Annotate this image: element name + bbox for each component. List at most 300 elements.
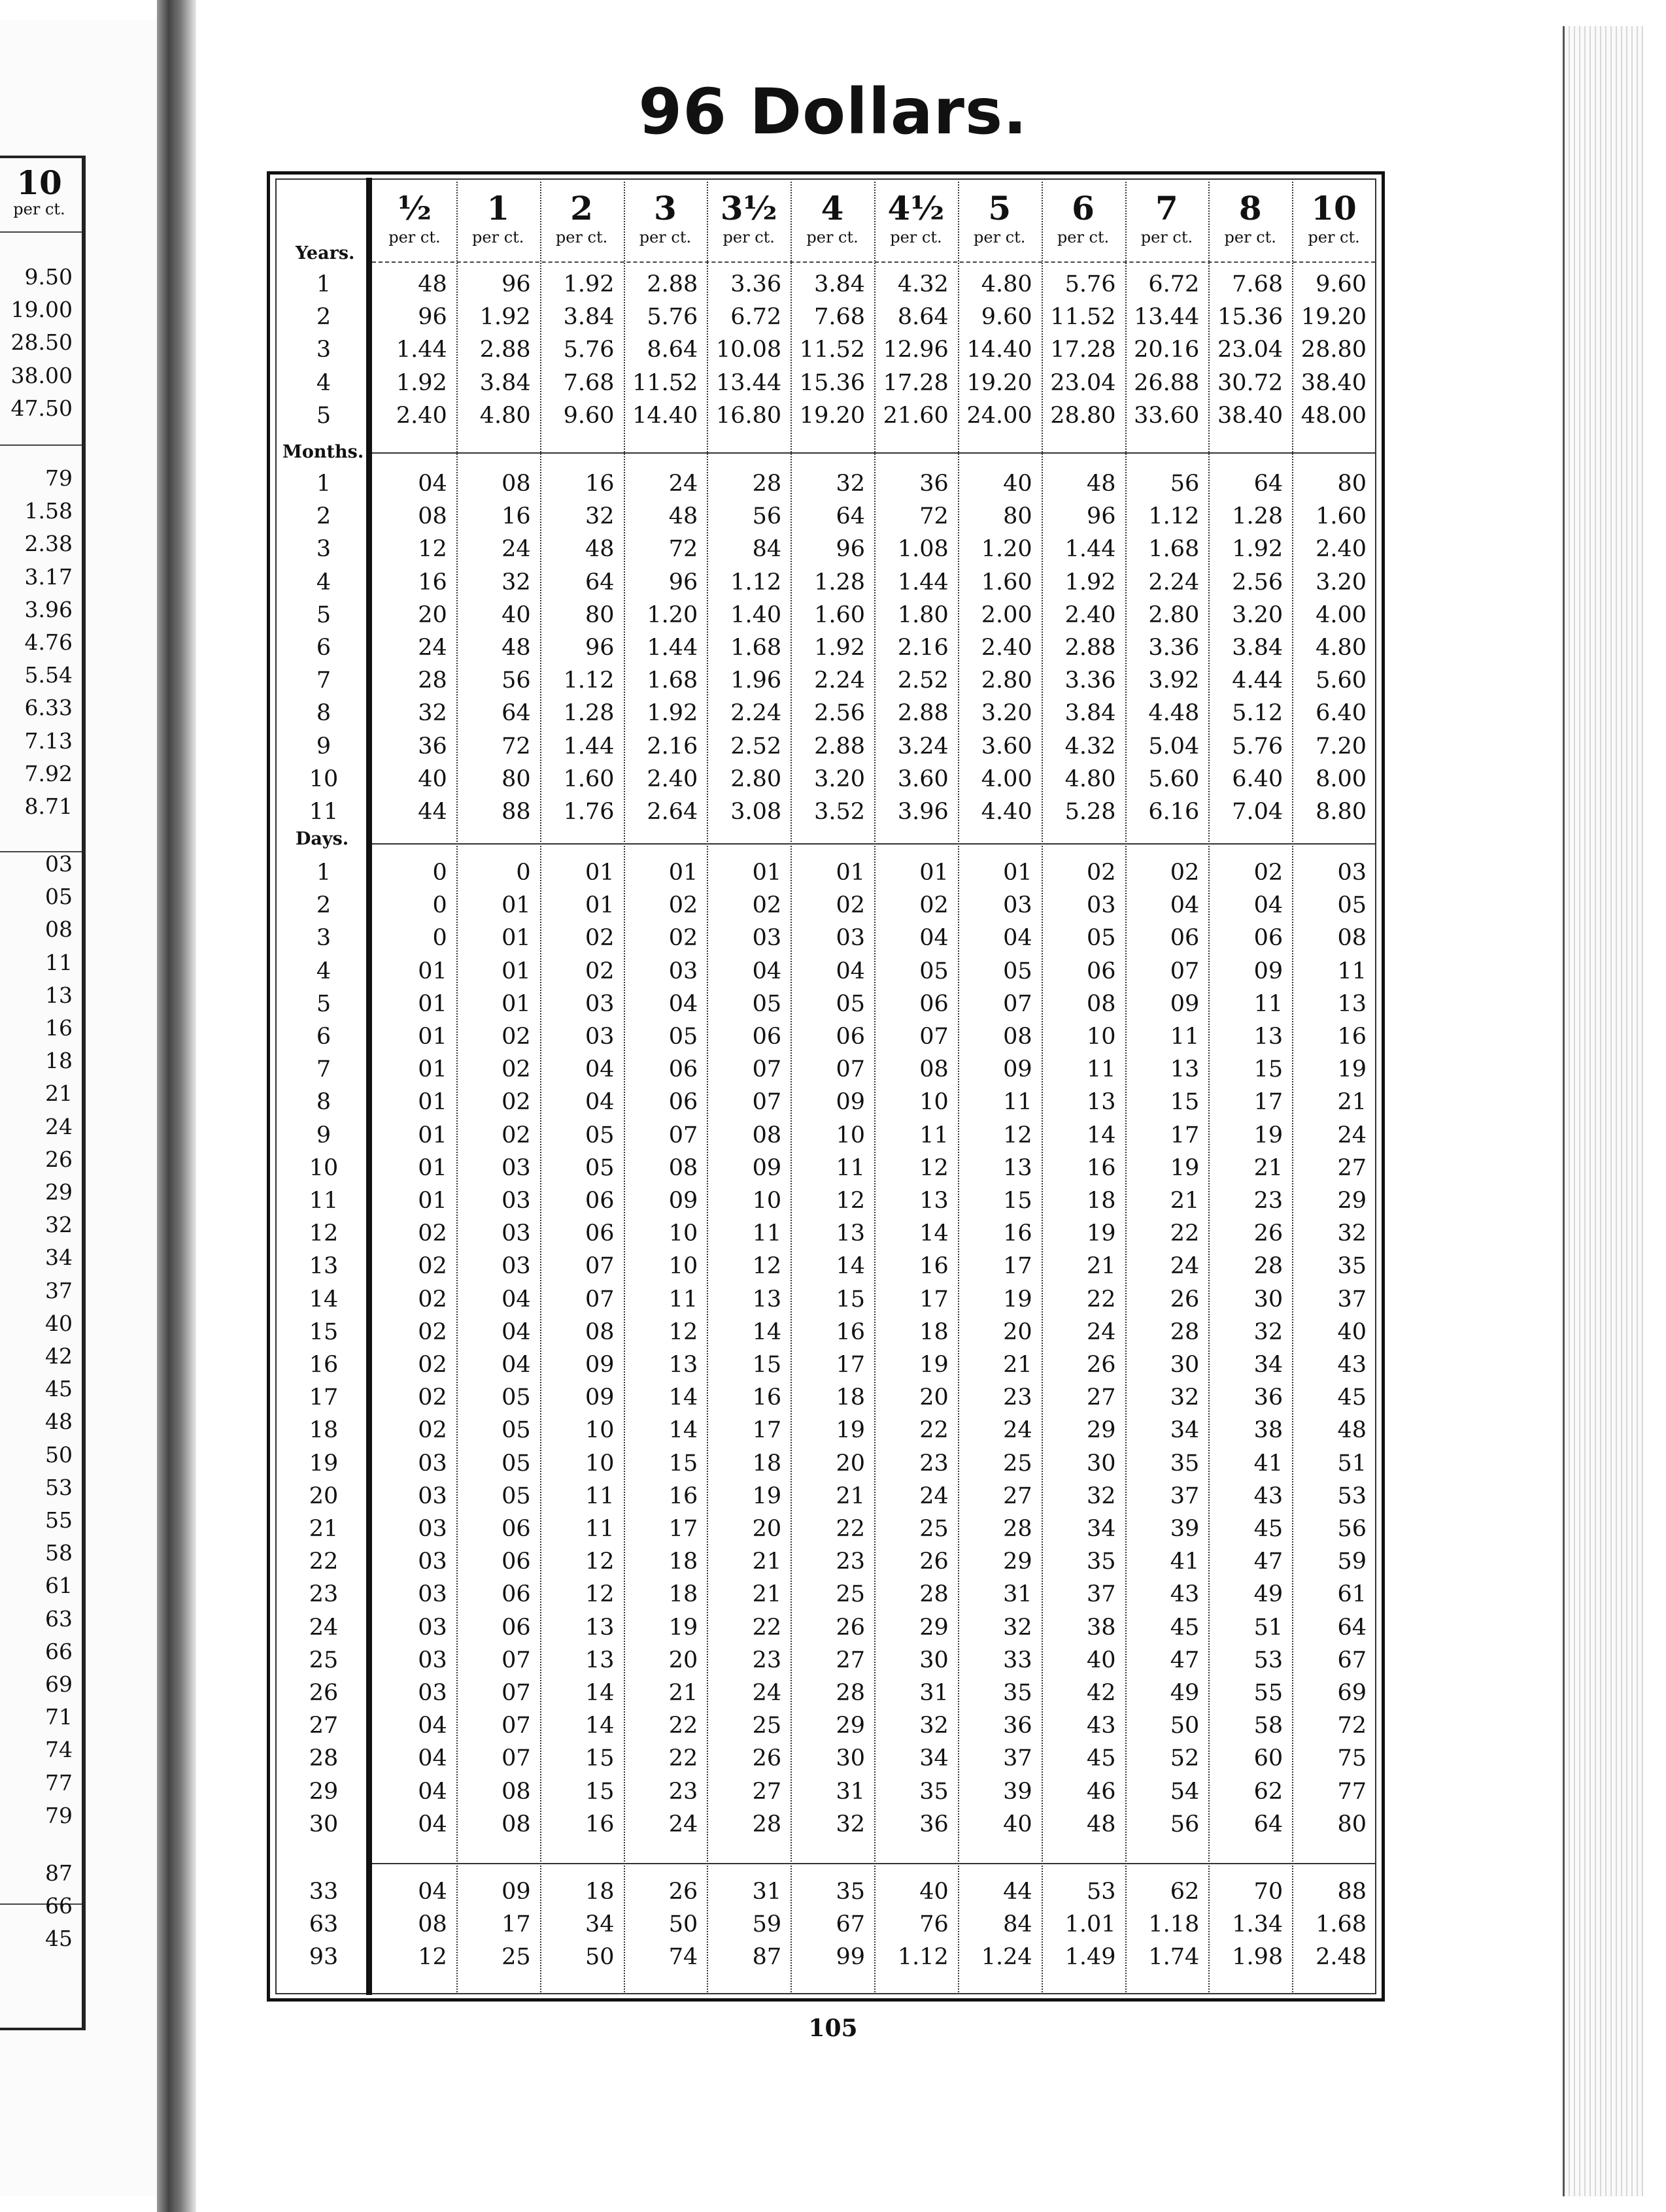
- table-cell: 04: [585, 1056, 615, 1083]
- table-cell: 2.88: [647, 271, 698, 297]
- table-cell: 28: [1003, 1516, 1032, 1542]
- table-cell: 03: [1003, 892, 1032, 919]
- table-cell: 11: [836, 1154, 865, 1181]
- table-cell: 22: [668, 1713, 698, 1739]
- rate-header: 5: [988, 189, 1012, 227]
- table-cell: 16: [418, 569, 447, 595]
- table-cell: 1.12: [1148, 503, 1200, 530]
- table-cell: 21: [1170, 1188, 1200, 1214]
- table-cell: 01: [585, 860, 615, 886]
- table-cell: 05: [752, 990, 782, 1017]
- table-cell: 07: [668, 1122, 698, 1148]
- facing-page-cell: 42: [45, 1343, 73, 1369]
- table-cell: 4.32: [897, 271, 949, 297]
- table-cell: 2.40: [396, 402, 447, 429]
- table-cell: 28.80: [1050, 402, 1116, 429]
- row-label: 15: [309, 1318, 339, 1345]
- table-cell: 07: [585, 1253, 615, 1280]
- table-cell: 27: [1003, 1483, 1032, 1509]
- table-cell: 10: [585, 1450, 615, 1477]
- table-cell: 19: [1170, 1154, 1200, 1181]
- table-cell: 23: [836, 1549, 865, 1575]
- table-cell: 3.24: [897, 733, 949, 760]
- table-cell: 05: [585, 1154, 615, 1181]
- table-cell: 56: [1337, 1516, 1367, 1542]
- table-cell: 14: [585, 1680, 615, 1706]
- table-cell: 27: [1337, 1154, 1367, 1181]
- table-cell: 37: [1170, 1483, 1200, 1509]
- table-cell: 11: [585, 1516, 615, 1542]
- table-cell: 1.24: [981, 1944, 1032, 1971]
- table-cell: 56: [1170, 471, 1200, 497]
- table-cell: 4.40: [981, 799, 1032, 825]
- table-cell: 03: [1086, 892, 1116, 919]
- table-cell: 21: [1003, 1352, 1032, 1378]
- table-cell: 2.88: [897, 700, 949, 727]
- table-cell: 67: [1337, 1647, 1367, 1673]
- row-label: 14: [309, 1286, 339, 1313]
- table-cell: 07: [1003, 990, 1032, 1017]
- table-cell: 41: [1170, 1549, 1200, 1575]
- table-cell: 11: [585, 1483, 615, 1509]
- table-cell: 24: [1086, 1318, 1116, 1345]
- facing-page-cell: 6.33: [24, 695, 73, 721]
- table-cell: 6.72: [1148, 271, 1200, 297]
- row-label: 11: [309, 799, 339, 825]
- table-cell: 19.20: [1300, 304, 1367, 331]
- table-cell: 09: [1003, 1056, 1032, 1083]
- facing-page-cell: 7.13: [24, 728, 73, 754]
- row-label: 93: [309, 1944, 339, 1971]
- row-label: 1: [316, 471, 332, 497]
- table-cell: 3.60: [897, 765, 949, 792]
- table-cell: 02: [418, 1253, 447, 1280]
- table-cell: 04: [418, 1811, 447, 1837]
- table-cell: 49: [1253, 1581, 1284, 1608]
- table-cell: 02: [1253, 860, 1284, 886]
- table-cell: 1.12: [897, 1944, 949, 1971]
- table-cell: 19.20: [799, 402, 865, 429]
- table-cell: 1.80: [897, 601, 949, 628]
- table-cell: 45: [1170, 1614, 1200, 1641]
- rate-header: 8: [1238, 189, 1262, 227]
- table-cell: 05: [668, 1024, 698, 1050]
- table-cell: 32: [585, 503, 615, 530]
- table-cell: 35: [1337, 1253, 1367, 1280]
- rate-unit-label: per ct.: [890, 228, 942, 246]
- table-cell: 16: [668, 1483, 698, 1509]
- table-cell: 20: [668, 1647, 698, 1673]
- table-cell: 04: [418, 1778, 447, 1805]
- table-cell: 77: [1337, 1778, 1367, 1805]
- page-title: 96 Dollars.: [638, 75, 1028, 148]
- table-cell: 1.28: [563, 700, 615, 727]
- table-cell: 40: [1086, 1647, 1116, 1673]
- table-cell: 03: [1337, 860, 1367, 886]
- table-cell: 13: [919, 1188, 949, 1214]
- table-cell: 0: [432, 925, 447, 952]
- table-cell: 13: [668, 1352, 698, 1378]
- table-cell: 2.64: [647, 799, 698, 825]
- table-cell: 20: [919, 1384, 949, 1411]
- table-cell: 4.80: [981, 271, 1032, 297]
- facing-page-cell: 58: [45, 1540, 73, 1566]
- table-cell: 3.20: [981, 700, 1032, 727]
- table-cell: 07: [502, 1647, 531, 1673]
- table-cell: 20: [1003, 1318, 1032, 1345]
- table-cell: 30: [1170, 1352, 1200, 1378]
- table-cell: 96: [668, 569, 698, 595]
- table-cell: 08: [919, 1056, 949, 1083]
- table-cell: 3.92: [1148, 667, 1200, 694]
- table-cell: 1.96: [730, 667, 782, 694]
- rate-header: 3: [654, 189, 677, 227]
- table-cell: 2.40: [981, 635, 1032, 661]
- table-cell: 28: [1253, 1253, 1284, 1280]
- facing-page-cell: 4.76: [24, 629, 73, 655]
- table-cell: 15: [585, 1778, 615, 1805]
- table-cell: 5.76: [1064, 271, 1116, 297]
- table-cell: 5.76: [1232, 733, 1284, 760]
- table-cell: 32: [1170, 1384, 1200, 1411]
- table-cell: 06: [585, 1220, 615, 1247]
- table-cell: 02: [919, 892, 949, 919]
- table-cell: 6.40: [1232, 765, 1284, 792]
- table-cell: 01: [418, 990, 447, 1017]
- table-cell: 7.68: [1232, 271, 1284, 297]
- table-cell: 36: [1253, 1384, 1284, 1411]
- table-cell: 23: [752, 1647, 782, 1673]
- row-label: 2: [316, 503, 332, 530]
- table-cell: 22: [752, 1614, 782, 1641]
- table-cell: 4.00: [981, 765, 1032, 792]
- table-cell: 13: [1003, 1154, 1032, 1181]
- table-cell: 04: [502, 1352, 531, 1378]
- table-cell: 49: [1170, 1680, 1200, 1706]
- table-cell: 05: [502, 1450, 531, 1477]
- section-heading: Months.: [282, 442, 364, 462]
- table-cell: 02: [585, 958, 615, 984]
- table-cell: 5.76: [563, 337, 615, 363]
- table-cell: 6.40: [1316, 700, 1367, 727]
- table-cell: 02: [502, 1089, 531, 1116]
- table-cell: 64: [1253, 1811, 1284, 1837]
- table-cell: 01: [1003, 860, 1032, 886]
- table-cell: 41: [1253, 1450, 1284, 1477]
- section-separator: [372, 1863, 1375, 1864]
- table-cell: 10: [919, 1089, 949, 1116]
- facing-page-cell: 45: [45, 1926, 73, 1952]
- table-cell: 4.48: [1148, 700, 1200, 727]
- table-cell: 02: [585, 925, 615, 952]
- table-cell: 28: [752, 1811, 782, 1837]
- table-cell: 60: [1253, 1745, 1284, 1772]
- row-label: 8: [316, 1089, 332, 1116]
- table-cell: 12.96: [883, 337, 949, 363]
- table-cell: 12: [585, 1549, 615, 1575]
- table-cell: 16: [836, 1318, 865, 1345]
- table-cell: 01: [919, 860, 949, 886]
- table-cell: 2.16: [897, 635, 949, 661]
- row-label: 3: [316, 337, 332, 363]
- table-cell: 06: [1086, 958, 1116, 984]
- table-cell: 06: [585, 1188, 615, 1214]
- table-cell: 03: [418, 1483, 447, 1509]
- row-label: 27: [309, 1713, 339, 1739]
- table-cell: 20: [836, 1450, 865, 1477]
- table-cell: 02: [418, 1384, 447, 1411]
- table-cell: 22: [919, 1417, 949, 1444]
- table-cell: 05: [1337, 892, 1367, 919]
- row-label: 30: [309, 1811, 339, 1837]
- table-cell: 11: [1170, 1024, 1200, 1050]
- table-cell: 56: [502, 667, 531, 694]
- table-cell: 46: [1086, 1778, 1116, 1805]
- table-cell: 38: [1086, 1614, 1116, 1641]
- table-cell: 04: [668, 990, 698, 1017]
- table-cell: 3.36: [730, 271, 782, 297]
- table-cell: 1.44: [1064, 536, 1116, 563]
- table-cell: 1.92: [1064, 569, 1116, 595]
- table-cell: 2.40: [647, 765, 698, 792]
- table-cell: 56: [752, 503, 782, 530]
- table-cell: 2.80: [1148, 601, 1200, 628]
- table-cell: 09: [1170, 990, 1200, 1017]
- table-cell: 37: [1337, 1286, 1367, 1313]
- table-cell: 37: [1003, 1745, 1032, 1772]
- row-label: 17: [309, 1384, 339, 1411]
- table-cell: 02: [502, 1122, 531, 1148]
- table-cell: 88: [502, 799, 531, 825]
- table-cell: 52: [1170, 1745, 1200, 1772]
- table-cell: 03: [418, 1549, 447, 1575]
- table-cell: 11: [1003, 1089, 1032, 1116]
- facing-page-cell: 05: [45, 884, 73, 910]
- table-cell: 10: [1086, 1024, 1116, 1050]
- table-cell: 12: [418, 1944, 447, 1971]
- table-cell: 28: [418, 667, 447, 694]
- table-cell: 36: [1003, 1713, 1032, 1739]
- table-cell: 08: [668, 1154, 698, 1181]
- table-cell: 21: [836, 1483, 865, 1509]
- table-cell: 28: [919, 1581, 949, 1608]
- table-cell: 03: [418, 1450, 447, 1477]
- table-cell: 29: [1086, 1417, 1116, 1444]
- table-cell: 32: [1337, 1220, 1367, 1247]
- facing-page-cell: 13: [45, 982, 73, 1008]
- table-cell: 2.00: [981, 601, 1032, 628]
- table-cell: 05: [1003, 958, 1032, 984]
- table-cell: 3.84: [1232, 635, 1284, 661]
- table-cell: 32: [836, 1811, 865, 1837]
- table-cell: 02: [418, 1286, 447, 1313]
- table-cell: 12: [1003, 1122, 1032, 1148]
- table-cell: 24: [919, 1483, 949, 1509]
- facing-page-cell: 19.00: [10, 297, 73, 323]
- table-cell: 1.68: [1148, 536, 1200, 563]
- facing-page-cell: 28.50: [10, 329, 73, 356]
- table-cell: 06: [502, 1614, 531, 1641]
- table-cell: 32: [502, 569, 531, 595]
- table-cell: 06: [668, 1089, 698, 1116]
- facing-page-cell: 79: [45, 465, 73, 491]
- table-cell: 35: [836, 1879, 865, 1905]
- table-cell: 0: [432, 892, 447, 919]
- table-cell: 11: [1086, 1056, 1116, 1083]
- table-cell: 40: [919, 1879, 949, 1905]
- table-cell: 11: [1253, 990, 1284, 1017]
- table-cell: 61: [1337, 1581, 1367, 1608]
- table-cell: 1.08: [897, 536, 949, 563]
- table-cell: 01: [418, 1056, 447, 1083]
- rate-unit-label: per ct.: [639, 228, 692, 246]
- table-cell: 23: [1003, 1384, 1032, 1411]
- table-cell: 50: [585, 1944, 615, 1971]
- row-label: 33: [309, 1879, 339, 1905]
- table-cell: 06: [919, 990, 949, 1017]
- table-cell: 96: [1086, 503, 1116, 530]
- table-cell: 96: [418, 304, 447, 331]
- table-cell: 04: [919, 925, 949, 952]
- table-cell: 38.40: [1300, 369, 1367, 396]
- table-cell: 06: [1253, 925, 1284, 952]
- table-cell: 4.32: [1064, 733, 1116, 760]
- table-cell: 32: [1086, 1483, 1116, 1509]
- table-cell: 62: [1253, 1778, 1284, 1805]
- table-cell: 01: [585, 892, 615, 919]
- rate-header: 4: [821, 189, 844, 227]
- table-cell: 26.88: [1134, 369, 1200, 396]
- table-cell: 5.04: [1148, 733, 1200, 760]
- row-label: 6: [316, 1024, 332, 1050]
- table-cell: 1.60: [1316, 503, 1367, 530]
- facing-page-cell: 24: [45, 1113, 73, 1139]
- table-cell: 24: [1003, 1417, 1032, 1444]
- facing-page-cell: 63: [45, 1605, 73, 1632]
- table-cell: 06: [502, 1581, 531, 1608]
- table-cell: 87: [752, 1944, 782, 1971]
- table-cell: 08: [1003, 1024, 1032, 1050]
- table-cell: 04: [418, 1713, 447, 1739]
- table-cell: 03: [668, 958, 698, 984]
- table-cell: 4.80: [479, 402, 531, 429]
- table-cell: 54: [1170, 1778, 1200, 1805]
- table-cell: 06: [1170, 925, 1200, 952]
- table-cell: 15.36: [799, 369, 865, 396]
- table-cell: 3.96: [897, 799, 949, 825]
- table-cell: 08: [1337, 925, 1367, 952]
- table-cell: 2.88: [814, 733, 865, 760]
- table-cell: 40: [418, 765, 447, 792]
- row-label: 25: [309, 1647, 339, 1673]
- table-cell: 19: [1337, 1056, 1367, 1083]
- facing-page-cell: 16: [45, 1015, 73, 1041]
- section-separator: [372, 843, 1375, 845]
- facing-page-cell: 26: [45, 1146, 73, 1172]
- table-cell: 51: [1337, 1450, 1367, 1477]
- rate-unit-label: per ct.: [974, 228, 1026, 246]
- table-cell: 02: [418, 1352, 447, 1378]
- table-cell: 05: [919, 958, 949, 984]
- facing-page-cell: 3.96: [24, 596, 73, 622]
- table-cell: 03: [836, 925, 865, 952]
- table-cell: 3.08: [730, 799, 782, 825]
- table-cell: 25: [502, 1944, 531, 1971]
- table-cell: 03: [418, 1614, 447, 1641]
- table-cell: 80: [1337, 471, 1367, 497]
- table-cell: 02: [418, 1318, 447, 1345]
- facing-page-cell: 40: [45, 1310, 73, 1336]
- table-cell: 2.56: [1232, 569, 1284, 595]
- table-cell: 12: [418, 536, 447, 563]
- table-cell: 02: [502, 1056, 531, 1083]
- table-cell: 80: [1337, 1811, 1367, 1837]
- table-cell: 24: [418, 635, 447, 661]
- table-cell: 11.52: [1050, 304, 1116, 331]
- table-cell: 21: [668, 1680, 698, 1706]
- table-cell: 02: [1170, 860, 1200, 886]
- table-cell: 5.60: [1148, 765, 1200, 792]
- table-cell: 32: [418, 700, 447, 727]
- table-cell: 58: [1253, 1713, 1284, 1739]
- table-cell: 48: [668, 503, 698, 530]
- table-cell: 10: [668, 1220, 698, 1247]
- table-cell: 53: [1086, 1879, 1116, 1905]
- table-cell: 70: [1253, 1879, 1284, 1905]
- rate-unit-label: per ct.: [1308, 228, 1360, 246]
- table-cell: 56: [1170, 1811, 1200, 1837]
- facing-page-cell: 66: [45, 1638, 73, 1664]
- table-cell: 05: [1086, 925, 1116, 952]
- row-label: 5: [316, 402, 332, 429]
- table-cell: 64: [502, 700, 531, 727]
- table-cell: 15: [668, 1450, 698, 1477]
- table-cell: 7.20: [1316, 733, 1367, 760]
- table-cell: 34: [919, 1745, 949, 1772]
- table-cell: 34: [1253, 1352, 1284, 1378]
- table-cell: 3.84: [563, 304, 615, 331]
- table-cell: 32: [1253, 1318, 1284, 1345]
- table-cell: 30: [1086, 1450, 1116, 1477]
- table-cell: 14: [585, 1713, 615, 1739]
- table-cell: 08: [1086, 990, 1116, 1017]
- table-cell: 22: [1170, 1220, 1200, 1247]
- table-cell: 27: [836, 1647, 865, 1673]
- table-cell: 2.56: [814, 700, 865, 727]
- table-cell: 24: [668, 1811, 698, 1837]
- table-cell: 31: [1003, 1581, 1032, 1608]
- table-cell: 48: [1086, 471, 1116, 497]
- table-cell: 39: [1003, 1778, 1032, 1805]
- table-cell: 40: [1337, 1318, 1367, 1345]
- table-cell: 16: [1337, 1024, 1367, 1050]
- table-cell: 6.16: [1148, 799, 1200, 825]
- table-cell: 07: [502, 1680, 531, 1706]
- table-cell: 74: [668, 1944, 698, 1971]
- table-cell: 03: [502, 1154, 531, 1181]
- table-cell: 59: [1337, 1549, 1367, 1575]
- row-label: 9: [316, 1122, 332, 1148]
- facing-page-cell: 45: [45, 1376, 73, 1402]
- table-cell: 23: [919, 1450, 949, 1477]
- facing-page-cell: 48: [45, 1409, 73, 1435]
- rate-header: 10: [1311, 189, 1357, 227]
- table-cell: 35: [1086, 1549, 1116, 1575]
- table-cell: 64: [1253, 471, 1284, 497]
- table-cell: 26: [836, 1614, 865, 1641]
- row-label: 22: [309, 1549, 339, 1575]
- table-cell: 29: [836, 1713, 865, 1739]
